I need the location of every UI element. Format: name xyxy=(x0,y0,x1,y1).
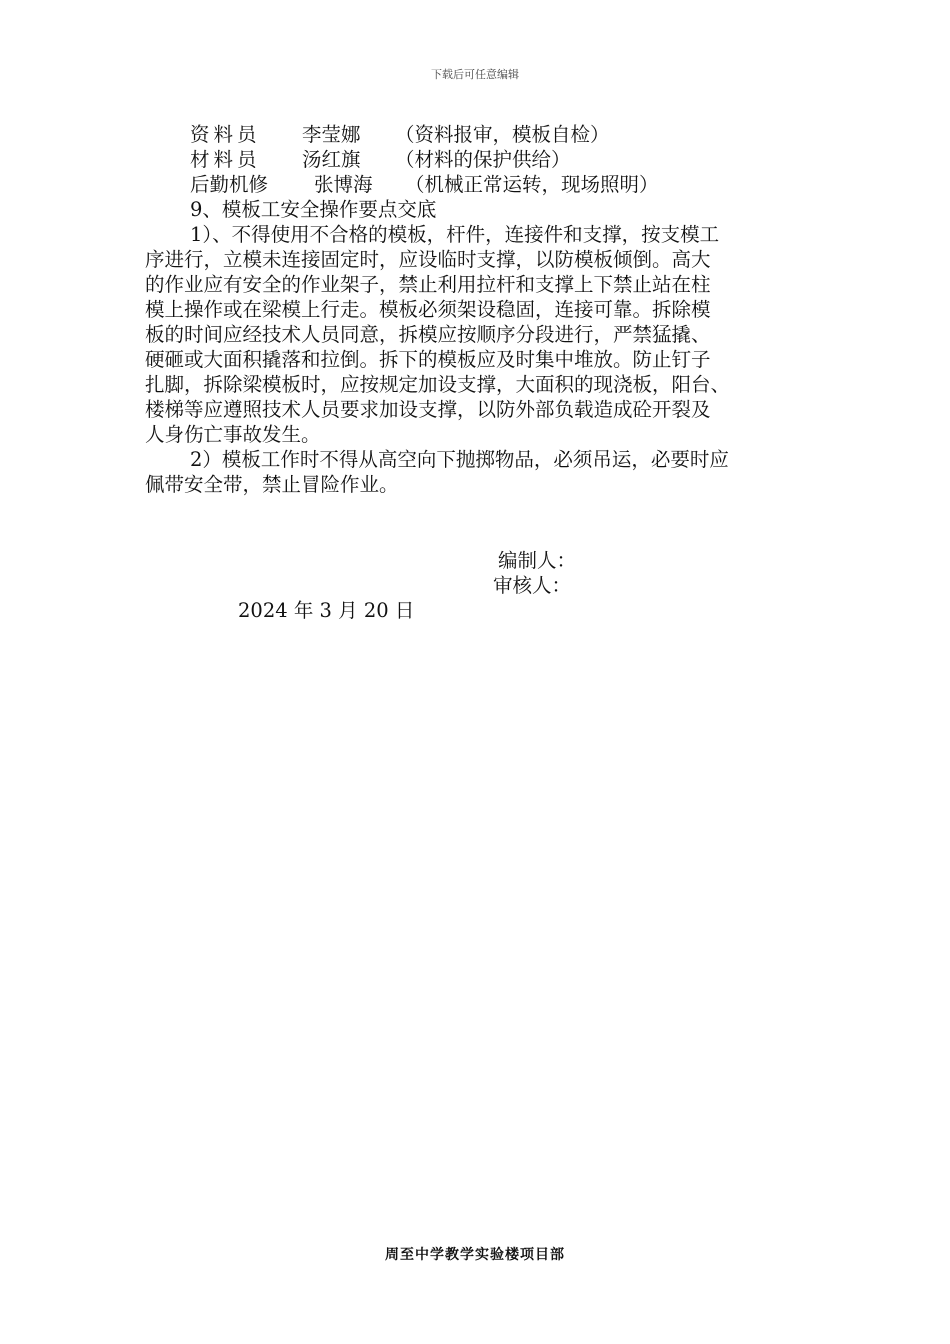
paragraph-line: 楼梯等应遵照技术人员要求加设支撑，以防外部负载造成砼开裂及 xyxy=(145,398,711,421)
reviewer-label: 审核人： xyxy=(493,574,572,597)
roster-role: 资料员 xyxy=(190,123,261,146)
paragraph-line: 2）模板工作时不得从高空向下抛掷物品，必须吊运，必要时应 xyxy=(190,448,729,471)
roster-name: 李莹娜 xyxy=(302,123,361,146)
roster-role: 材料员 xyxy=(190,148,261,171)
paragraph-line: 模上操作或在梁模上行走。模板必须架设稳固，连接可靠。拆除模 xyxy=(145,298,711,321)
paragraph-line: 板的时间应经技术人员同意，拆模应按顺序分段进行，严禁猛撬、 xyxy=(145,323,711,346)
paragraph-1 xyxy=(145,222,810,447)
paragraph-line: 的作业应有安全的作业架子，禁止利用拉杆和支撑上下禁止站在柱 xyxy=(145,273,711,296)
document-date: 2024 年 3 月 20 日 xyxy=(238,599,415,622)
compiler-label: 编制人： xyxy=(498,549,577,572)
roster-line-3 xyxy=(145,172,810,197)
paragraph-line: 佩带安全带，禁止冒险作业。 xyxy=(145,473,399,496)
paragraph-line: 1）、不得使用不合格的模板，杆件，连接件和支撑，按支模工 xyxy=(190,223,720,246)
paragraph-line: 序进行，立模未连接固定时，应设临时支撑，以防模板倾倒。高大 xyxy=(145,248,711,271)
paragraph-line: 扎脚，拆除梁模板时，应按规定加设支撑，大面积的现浇板，阳台、 xyxy=(145,373,731,396)
roster-duty: （资料报审，模板自检） xyxy=(395,123,610,146)
roster-name: 张博海 xyxy=(314,173,373,196)
section-title: 9、模板工安全操作要点交底 xyxy=(190,198,437,221)
roster-line-2 xyxy=(145,147,810,172)
roster-line-1 xyxy=(145,122,810,147)
roster-name: 汤红旗 xyxy=(302,148,361,171)
paragraph-line: 硬砸或大面积撬落和拉倒。拆下的模板应及时集中堆放。防止钉子 xyxy=(145,348,711,371)
paragraph-2 xyxy=(145,447,810,497)
header-note: 下载后可任意编辑 xyxy=(431,68,519,81)
roster-duty: （机械正常运转，现场照明） xyxy=(405,173,659,196)
document-body xyxy=(145,122,810,497)
paragraph-line: 人身伤亡事故发生。 xyxy=(145,423,321,446)
footer-organization: 周至中学教学实验楼项目部 xyxy=(385,1247,565,1263)
roster-role: 后勤机修 xyxy=(190,173,269,196)
roster-duty: （材料的保护供给） xyxy=(395,148,571,171)
